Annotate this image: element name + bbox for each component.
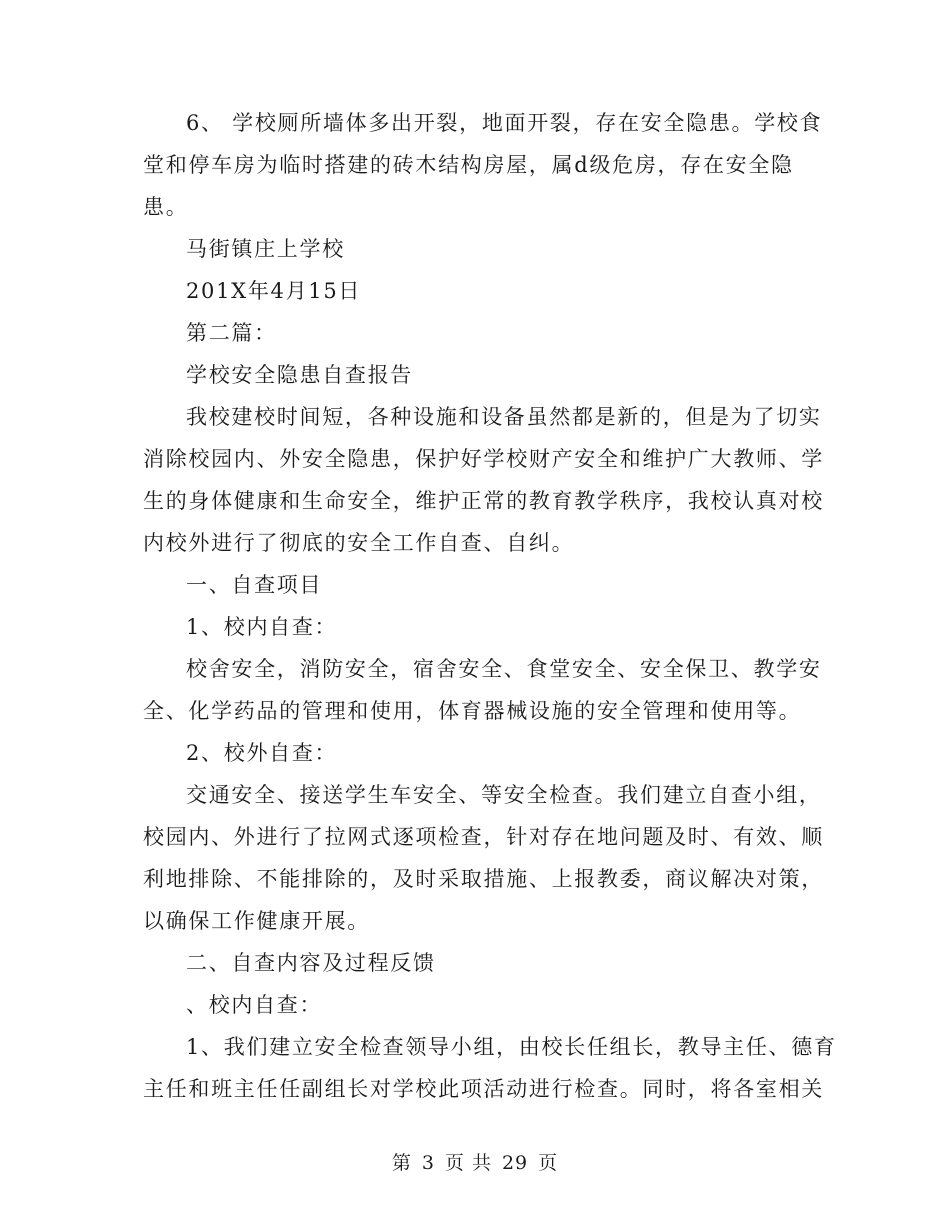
- text-line-11: 内校外进行了彻底的安全工作自查、自纠。: [143, 531, 575, 555]
- text-line-1: 6、 学校厕所墙体多出开裂，地面开裂，存在安全隐患。学校食: [186, 111, 823, 135]
- text-line-2: 堂和停车房为临时搭建的砖木结构房屋，属d级危房，存在安全隐: [143, 153, 794, 177]
- text-line-10: 生的身体健康和生命安全，维护正常的教育教学秩序，我校认真对校: [143, 489, 824, 513]
- text-line-9: 消除校园内、外安全隐患，保护好学校财产安全和维护广大教师、学: [143, 447, 824, 471]
- report-title: 学校安全隐患自查报告: [186, 363, 413, 387]
- text-line-20: 以确保工作健康开展。: [143, 909, 370, 933]
- text-line-3: 患。: [143, 195, 189, 219]
- text-line-19: 利地排除、不能排除的，及时采取措施、上报教委，商议解决对策，: [143, 867, 824, 891]
- heading-content-feedback: 二、自查内容及过程反馈: [186, 951, 436, 975]
- text-line-24: 主任和班主任任副组长对学校此项活动进行检查。同时，将各室相关: [143, 1077, 824, 1101]
- text-line-18: 校园内、外进行了拉网式逐项检查，针对存在地问题及时、有效、顺: [143, 825, 824, 849]
- heading-self-check-items: 一、自查项目: [186, 573, 323, 597]
- signature-school: 马街镇庄上学校: [186, 237, 345, 261]
- text-line-23: 1、我们建立安全检查领导小组，由校长任组长，教导主任、德育: [186, 1035, 837, 1059]
- footer-prefix: 第: [391, 1152, 412, 1174]
- signature-date: 201X年4月15日: [186, 279, 362, 303]
- subheading-off-campus: 2、校外自查：: [186, 741, 338, 765]
- subheading-on-campus-2: 、校内自查：: [186, 993, 323, 1017]
- footer-middle: 页 共: [444, 1152, 492, 1174]
- footer-total-pages: 29: [501, 1152, 529, 1174]
- footer-current-page: 3: [421, 1152, 435, 1174]
- text-line-15: 全、化学药品的管理和使用，体育器械设施的安全管理和使用等。: [143, 699, 802, 723]
- text-line-14: 校舍安全，消防安全，宿舍安全、食堂安全、安全保卫、教学安: [186, 657, 822, 681]
- subheading-on-campus: 1、校内自查：: [186, 615, 338, 639]
- section-heading: 第二篇：: [186, 321, 277, 345]
- text-line-8: 我校建校时间短，各种设施和设备虽然都是新的，但是为了切实: [186, 405, 822, 429]
- footer-suffix: 页: [538, 1152, 559, 1174]
- text-line-17: 交通安全、接送学生车安全、等安全检查。我们建立自查小组，: [186, 783, 822, 807]
- page-footer: [0, 1148, 950, 1175]
